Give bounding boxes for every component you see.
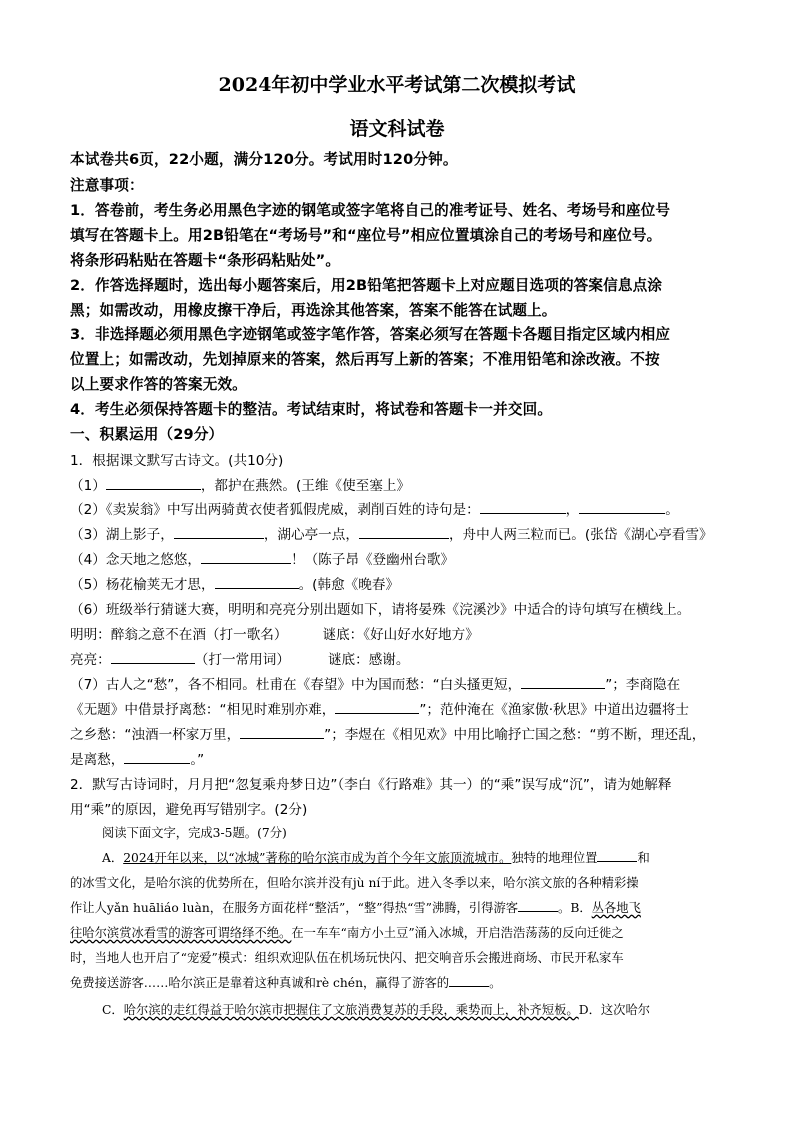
question-1-item-7-line-3: 之乡愁：“浊酒一杯家万里， ”；李煜在《相见欢》中用比喻抒亡国之愁：“剪不断，理还乱， xyxy=(70,727,706,743)
answer-blank[interactable] xyxy=(240,726,324,739)
answer-blank[interactable] xyxy=(579,501,665,514)
answer-blank[interactable] xyxy=(335,701,419,714)
note-3-line-1: 3．非选择题必须用黑色字迹钢笔或签字笔作答，答案必须写在答题卡各题目指定区域内相应 xyxy=(70,326,671,343)
answer-blank[interactable] xyxy=(597,849,637,862)
question-1-item-5: （5）杨花榆荚无才思， 。(韩愈《晚春》 xyxy=(70,577,400,593)
note-1-line-3: 将条形码粘贴在答题卡“条形码粘贴处”。 xyxy=(70,252,341,269)
question-1-item-7-line-1: （7）古人之“愁”，各不相同。杜甫在《春望》中为国而愁：“白头搔更短， ”；李商隐在 xyxy=(70,677,681,693)
answer-blank[interactable] xyxy=(201,551,291,564)
notice-label: 注意事项： xyxy=(70,177,144,194)
question-2-line-2: 用“乘”的原因，避免再写错别字。(2分) xyxy=(70,802,308,818)
question-1-item-4: （4）念天地之悠悠， ！（陈子昂《登幽州台歌》 xyxy=(70,552,455,568)
answer-blank[interactable] xyxy=(111,651,195,664)
passage-a-line-3: 作让人yǎn huāliáo luàn，在服务方面花样“整活”，“整”得热“雪”沸腾，引得游客 。B．丛各地飞 xyxy=(70,901,641,915)
note-4-line-1: 4．考生必须保持答题卡的整洁。考试结束时，将试卷和答题卡一并交回。 xyxy=(70,401,553,418)
answer-blank[interactable] xyxy=(359,526,449,539)
answer-blank[interactable] xyxy=(174,526,264,539)
section-1-title: 一、积累运用（29分） xyxy=(70,426,224,443)
answer-blank[interactable] xyxy=(124,751,190,764)
answer-blank[interactable] xyxy=(521,676,605,689)
exam-subtitle: 语文科试卷 xyxy=(349,118,445,140)
passage-a-line-4: 往哈尔滨赏冰看雪的游客可谓络绎不绝。在一车车“南方小土豆”涌入冰城，开启浩浩荡荡的反向迁徙之 xyxy=(70,926,624,940)
note-2-line-1: 2．作答选择题时，选出每小题答案后，用2B铅笔把答题卡上对应题目选项的答案信息点涂 xyxy=(70,277,663,294)
note-1-line-1: 1．答卷前，考生务必用黑色字迹的钢笔或签字笔将自己的准考证号、姓名、考场号和座位号 xyxy=(70,202,671,219)
question-1-item-3: （3）湖上影子， ，湖心亭一点， ，舟中人两三粒而已。(张岱《湖心亭看雪》 xyxy=(70,527,713,543)
passage-c-line-1: C．哈尔滨的走红得益于哈尔滨市把握住了文旅消费复苏的手段，乘势而上，补齐短板。D．这次哈尔 xyxy=(102,1003,651,1017)
riddle-liangliang: 亮亮： （打一常用词） 谜底：感谢。 xyxy=(70,652,410,668)
question-1-item-7-line-4: 是离愁， 。” xyxy=(70,752,205,768)
note-3-line-3: 以上要求作答的答案无效。 xyxy=(70,376,247,393)
intro-line: 本试卷共6页，22小题，满分120分。考试用时120分钟。 xyxy=(70,151,458,168)
question-1-item-7-line-2: 《无题》中借景抒离愁：“相见时难别亦难， ”；范仲淹在《渔家傲·秋思》中道出边疆将士 xyxy=(70,702,689,718)
answer-blank[interactable] xyxy=(449,974,489,987)
passage-a-line-1: A．2024开年以来，以“冰城”著称的哈尔滨市成为首个今年文旅顶流城市。独特的地理位置 和 xyxy=(102,851,650,865)
note-1-line-2: 填写在答题卡上。用2B铅笔在“考场号”和“座位号”相应位置填涂自己的考场号和座位号。 xyxy=(70,227,662,244)
answer-blank[interactable] xyxy=(215,576,299,589)
passage-a-line-5: 时，当地人也开启了“宠爱”模式：组织欢迎队伍在机场玩快闪、把交响音乐会搬进商场、市民开私家车 xyxy=(70,951,624,965)
answer-blank[interactable] xyxy=(518,899,558,912)
reading-intro: 阅读下面文字，完成3-5题。(7分) xyxy=(102,826,287,840)
passage-a-line-6: 免费接送游客……哈尔滨正是靠着这种真诚和rè chén，赢得了游客的 。 xyxy=(70,976,502,990)
question-2-line-1: 2．默写古诗词时，月月把“忽复乘舟梦日边”（李白《行路难》其一）的“乘”误写成“沉”，请为她解释 xyxy=(70,777,672,793)
exam-title: 2024年初中学业水平考试第二次模拟考试 xyxy=(218,74,576,96)
question-1-item-2: （2）《卖炭翁》中写出两骑黄衣使者狐假虎威，剥削百姓的诗句是： ， 。 xyxy=(70,502,679,518)
answer-blank[interactable] xyxy=(480,501,566,514)
riddle-mingming: 明明：醉翁之意不在酒（打一歌名） 谜底：《好山好水好地方》 xyxy=(70,627,479,643)
note-2-line-2: 黑；如需改动，用橡皮擦干净后，再选涂其他答案，答案不能答在试题上。 xyxy=(70,302,557,319)
question-1-stem: 1．根据课文默写古诗文。(共10分) xyxy=(70,453,284,469)
question-1-item-6: （6）班级举行猜谜大赛，明明和亮亮分别出题如下，请将晏殊《浣溪沙》中适合的诗句填写在横线上。 xyxy=(70,602,691,618)
note-3-line-2: 位置上；如需改动，先划掉原来的答案，然后再写上新的答案；不准用铅笔和涂改液。不按 xyxy=(70,351,660,368)
passage-a-line-2: 的冰雪文化，是哈尔滨的优势所在，但哈尔滨并没有jù ní于此。进入冬季以来，哈尔滨文旅的各种精彩操 xyxy=(70,876,639,890)
question-1-item-1: （1） ，都护在燕然。(王维《使至塞上》 xyxy=(70,478,411,494)
answer-blank[interactable] xyxy=(106,477,201,490)
